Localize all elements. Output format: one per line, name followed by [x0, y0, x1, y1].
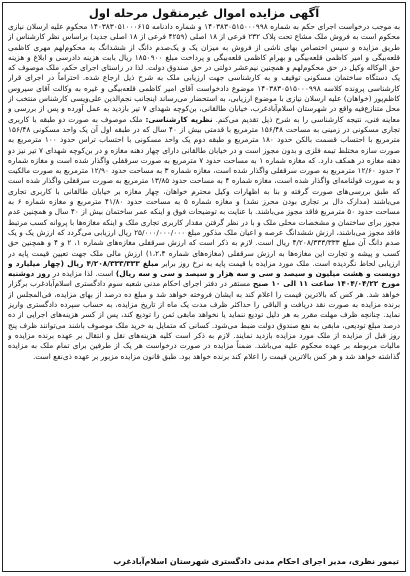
notice-body — [8, 22, 400, 540]
body-paragraph-2: ملک موصوف به صورت دو طبقه با کاربری تجاری مسکونی در زمینی به مساحت ۱۵۶/۴۸ مترمربع با قدمتی بیش از ۴۰ سال که در طبقه اول آن یک واحد مسکونی ۱۵۶/۴۸ مترمربع با احتساب قسمت بالکن حدود ۱۸۰ مترمربع و طبقه دوم یک واحد مسکونی با احتساب تراس حدود ۱۰۰ مترمربع به صورت سازه مختلط تیمه فلزی و بدون مجوز است و در خیابان طالقانی دارای چهار دهنه مغازه و در بن‌کوچه شهدای ۷ تیر نیز دو دهنه مغازه در همکف دارد. که مغازه شماره ۱ به مساحت حدود ۷ مترمربع به صورت سرقفلی واگذار شده است و مغازه شماره ۲ حدود ۱۲/۶۰ مترمربع به صورت سرقفلی واگذار شده است، مغازه شماره ۳ به مساحت حدود ۱۲/۹۰ مترمربع به صورت مالکیت و به صورت قولنامه‌ای واگذار شده است، مغازه شماره ۴ به مساحت حدود ۱۳/۸۵ مترمربع به صورت سرقفلی واگذار شده است که طبق بررسی‌های صورت گرفته و بنا به اظهارات وکیل محترم خواهان، چهار مغازه بر خیابان طالقانی با کاربری تجاری می‌باشند (مدارک دال بر تجاری بودن محرز نشد) و مغازه شماره ۵ به مساحت حدود ۴۱/۸۰ مترمربع و مغازه شماره ۶ به مساحت حدود ۵۰ مترمربع فاقد مجوز می‌باشند. با عنایت به توضیحات فوق و اینکه عمر ساختمان بیش از ۴۰ سال و همچنین عدم مجوز برای ساختمان و مشخصات محلی ملک و با در نظر گرفتن مقدار کاربری تجاری ملک و اینکه مغازه‌ها با پروانه کسب مرتبط فاقد مجوز می‌باشند، ارزش ششدانگ عرصه و اعیان ملک مذکور مبلغ ۲۵/۰۰۰/۰۰۰/۰۰۰ ریال ارزیابی می‌گردد که ارزش یک و یک صدم دانگ آن مبلغ ۴/۲۰۸/۳۳۳/۳۳۳ ریال است. لازم به ذکر است که ارزش سرقفلی مغازه‌های شماره ۱، ۲ و ۴ و همچنین حق کسب و پیشه و تجارت این مغازه‌ها به ارزش سرقفلی (مغازه‌های شماره ۱،۲،۴) ارزش مالی ملک جهت تعیین قیمت پایه در ارزیابی لحاظ نگردیده است. — [8, 114, 400, 268]
auction-date: روز دوشنبه مورخ ۱۴۰۴/۰۴/۲۲ ساعت ۱۱ الی ۱۰ صبح — [8, 269, 400, 289]
auction-notice — [2, 2, 406, 572]
expert-opinion-label: نظریه کارشناسی: — [145, 114, 213, 124]
body-paragraph-3-lead: ملک مورد مزایده با قیمت پایه به نرخ روز برابر — [158, 258, 310, 268]
signature-line: تیمور نظری، مدیر اجرای احکام مدنی دادگستری شهرستان اسلام‌آبادغرب — [113, 557, 399, 566]
base-price: مبلغ ۴/۲۰۸/۳۳۳/۳۳۳ ریال (چهار میلیارد و دویست و هشت میلیون و سیصد و سی و سه هزار و سیصد و سی و سه ریال) — [8, 258, 400, 279]
body-paragraph-1: به موجب درخواست اجرای حکم به شماره ۱۴۰۳۸۳۰۵۱۵۰۰۰۹۹۸ و شماره دادنامه ۱۴۰۳۸۳۰۵۱۰۰۰۶۱۵ محکوم علیه ارسلان نیازی محکوم است به فروش ملک مشاع تحت پلاک ۲۳۲ فرعی از ۱۸ اصلی (۴۲۵۹ فرعی از ۱۸ اصلی جدید) براساس نظر کارشناس از طریق مزایده و سپس اختصاص بهای ناشی از فروش به میزان یک و یک‌صدم دانگ از ششدانگ به محکوم‌لهم مهری کاظمی قلعه‌بیگی و امیر کاظمی قلعه‌بیگی و بهرام کاظمی قلعه‌بیگی و پرداخت مبلغ ۱۸۵۰۹۰۰ ریال بابت هزینه دادرسی و ابلاغ و هزینه حق الوکاله وکیل در حق محکوم‌لهم و همچنین نیم‌عشر دولتی در حق صندوق دولت. لذا در راستای اجرای حکم، ملک موصوف که یک دستگاه ساختمان مسکونی توقیف و به کارشناسی جهت ارزیابی ملک به شرح ذیل ارجاع شده. احتراماً در اجرای قرار کارشناسی پرونده کلاسه ۱۴۰۳۸۳۰۵۱۵۰۰۰۹۹۸ موضوع دادخواست آقای امیر کاظمی قلعه‌بیگی و غیره به وکالت آقای سیروس کاظم‌پور (خواهان) علیه ارسلان نیازی با موضوع ارزیابی، به استحضار می‌رساند اینجانب نجم‌الدین علی‌ویسی کارشناس منتخب از محل متنازع‌فیه واقع در شهرستان اسلام‌آبادغرب، خیابان طالقانی، بن‌کوچه شهدای ۷ تیر بازدید به عمل آورده و پس از بررسی و معاینه فنی، نتیجه کارشناسی را به شرح ذیل تقدیم می‌کنم. — [8, 22, 400, 124]
notice-title: آگهی مزایده اموال غیرمنقول مرحله اول — [88, 6, 320, 20]
body-paragraph-3-mid: است. لذا مزایده در — [50, 269, 116, 279]
body-paragraph-3-tail: مستقر در دفتر اجرای احکام مدنی شعبه سوم دادگستری اسلام‌آبادغرب برگزار خواهد شد. هر کس که بالاترین قیمت را اعلام کند به ایشان فروخته خواهد شد و مبلغ ده درصد از بهای مزایده، فی‌المجلس از برنده مزایده به صورت نقد دریافت و الباقی را حداکثر ظرف مدت یک ماه از تاریخ مزایده، به حساب سپرده دادگستری واریز نماید. چنانچه ظرف مهلت مقرر به هر دلیل تودیع ننماید یا نخواهد مابقی ثمن را تودیع کند، پس از کسر هزینه‌های اجرایی از ده درصد مبلغ تودیعی، مابقی به نفع صندوق دولت ضبط می‌شود. کسانی که متمایل به خرید ملک موصوف باشند می‌توانند ظرف پنج روز قبل از مزایده از ملک مورد مزایده بازدید نمایند. لازم به ذکر است کلیه هزینه‌های نقل و انتقال بر عهده برنده مزایده و مالیات مربوطه بر عهده محکوم علیه می‌باشد. ضمناً مزایده در صورت درخواست هر یک از طرفین برای تمام ملک به مزایده گذاشته خواهد شد و هر کس بالاترین قیمت را اعلام کند برنده خواهد بود. طبق قانون مزایده مزبور بر عهده ذی‌نفع است. — [8, 279, 400, 361]
